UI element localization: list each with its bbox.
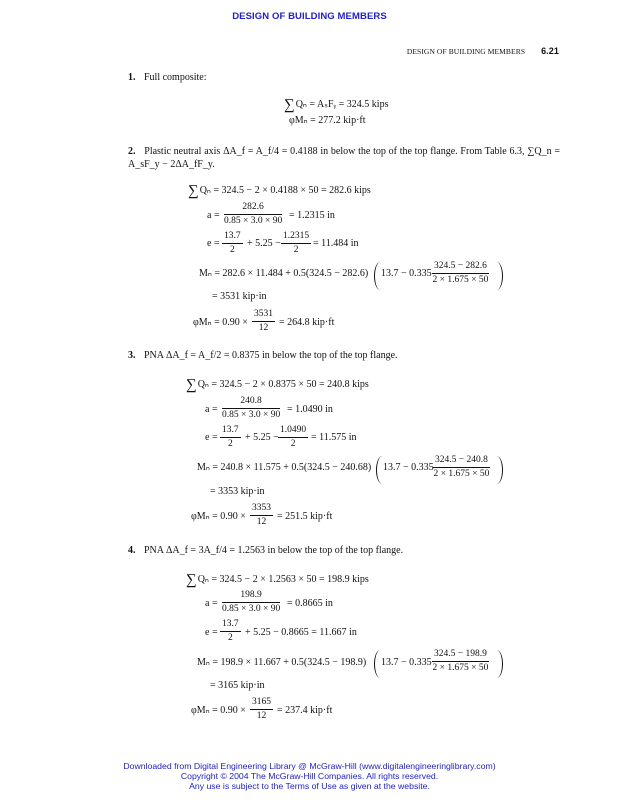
numerator: 13.7: [220, 619, 241, 632]
eq-sum-qn: [186, 377, 369, 391]
numerator: 1.0490: [278, 425, 308, 438]
eq-mn-lhs: Mₙ = 198.9 × 11.667 + 0.5(324.5 − 198.9): [197, 657, 367, 668]
footer-download-link[interactable]: Downloaded from Digital Engineering Library @ McGraw-Hill (www.digitalengineeringlibrary.com): [123, 761, 496, 771]
fraction-phi: [252, 309, 275, 334]
denominator: 2 × 1.675 × 50: [433, 469, 490, 479]
eq-sum-qn: [284, 97, 388, 111]
step-4: [128, 545, 403, 556]
denominator: 12: [258, 323, 269, 333]
eq-sum-qn: [186, 572, 369, 586]
eq-phi-lhs: φMₙ = 0.90 ×: [191, 511, 246, 522]
step-text: PNA ΔA_f = 3A_f/4 = 1.2563 in below the top of the top flange.: [144, 545, 404, 556]
eq-phi-lhs: φMₙ = 0.90 ×: [191, 705, 246, 716]
footer-terms: Any use is subject to the Terms of Use as given at the website.: [189, 781, 430, 791]
numerator: 13.7: [220, 425, 241, 438]
numerator: 3531: [252, 309, 275, 322]
denominator: 0.85 × 3.0 × 90: [222, 604, 281, 614]
step-3: [128, 350, 398, 361]
numerator: 324.5 − 240.8: [433, 455, 490, 468]
sum-symbol: ∑: [188, 183, 199, 199]
sum-symbol: ∑: [284, 97, 295, 113]
step-text: PNA ΔA_f = A_f/2 = 0.8375 in below the top of the top flange.: [144, 350, 398, 361]
fraction-phi: [250, 697, 273, 722]
eq-a-result: = 1.2315 in: [289, 210, 335, 221]
fraction-a: [222, 396, 280, 421]
eq-mn-inner: 13.7 − 0.335: [381, 657, 432, 668]
denominator: 12: [256, 517, 267, 527]
running-head: [407, 46, 559, 56]
step-number: 1.: [128, 72, 136, 83]
eq-e-lhs: e =: [205, 627, 218, 638]
sum-symbol: ∑: [186, 377, 197, 393]
denominator: 2: [227, 439, 233, 449]
step-number: 2.: [128, 146, 136, 157]
step-text: Plastic neutral axis ΔA_f = A_f/4 = 0.4188 in below the top of the top flange. From Table 6.3, ∑Q_n = A_sF_y − 2ΔA_fF_y.: [128, 146, 560, 170]
numerator: 13.7: [222, 231, 243, 244]
eq-phi-lhs: φMₙ = 0.90 ×: [193, 317, 248, 328]
step-2: [128, 145, 560, 171]
fraction-e1: [220, 425, 241, 450]
eq-mn-lhs: Mₙ = 282.6 × 11.484 + 0.5(324.5 − 282.6): [199, 268, 369, 279]
numerator: 198.9: [222, 590, 280, 603]
eq-phi-result: = 251.5 kip·ft: [277, 511, 333, 522]
eq-e-result: + 5.25 − 0.8665 = 11.667 in: [245, 627, 357, 638]
eq-a-result: = 1.0490 in: [287, 404, 333, 415]
fraction-e2: [278, 425, 308, 450]
denominator: 2 × 1.675 × 50: [432, 275, 489, 285]
eq-sum-qn: [188, 183, 371, 197]
numerator: 282.6: [224, 202, 282, 215]
denominator: 2: [290, 439, 296, 449]
fraction-mn: [432, 649, 489, 674]
eq-a-result: = 0.8665 in: [287, 598, 333, 609]
eq-a-lhs: a =: [205, 598, 218, 609]
eq-e-mid: + 5.25 −: [247, 238, 281, 249]
numerator: 324.5 − 198.9: [432, 649, 489, 662]
step-heading: Full composite:: [144, 72, 207, 83]
numerator: 1.2315: [281, 231, 311, 244]
eq-e-result: = 11.484 in: [313, 238, 359, 249]
fraction-a: [222, 590, 280, 615]
denominator: 0.85 × 3.0 × 90: [222, 410, 281, 420]
eq-e-lhs: e =: [207, 238, 220, 249]
step-number: 4.: [128, 545, 136, 556]
fraction-mn: [432, 261, 489, 286]
eq-mn-result: = 3353 kip·in: [210, 486, 265, 497]
download-footer: [0, 761, 619, 791]
step-number: 3.: [128, 350, 136, 361]
step-1: [128, 72, 207, 83]
denominator: 0.85 × 3.0 × 90: [224, 216, 283, 226]
fraction-e1: [222, 231, 243, 256]
eq-text: Qₙ = 324.5 − 2 × 0.8375 × 50 = 240.8 kips: [197, 379, 369, 390]
eq-text: Qₙ = 324.5 − 2 × 0.4188 × 50 = 282.6 kips: [199, 185, 371, 196]
eq-mn-result: = 3531 kip·in: [212, 291, 267, 302]
denominator: 2 × 1.675 × 50: [432, 663, 489, 673]
fraction-e1: [220, 619, 241, 644]
eq-phi-result: = 237.4 kip·ft: [277, 705, 333, 716]
denominator: 2: [229, 245, 235, 255]
eq-mn-inner: 13.7 − 0.335: [383, 462, 434, 473]
fraction-a: [224, 202, 282, 227]
denominator: 2: [227, 633, 233, 643]
eq-a-lhs: a =: [207, 210, 220, 221]
eq-mn-lhs: Mₙ = 240.8 × 11.575 + 0.5(324.5 − 240.68): [197, 462, 372, 473]
numerator: 240.8: [222, 396, 280, 409]
fraction-mn: [433, 455, 490, 480]
numerator: 3353: [250, 503, 273, 516]
eq-mn-inner: 13.7 − 0.335: [381, 268, 432, 279]
footer-copyright: Copyright © 2004 The McGraw-Hill Companies. All rights reserved.: [180, 771, 439, 781]
page-number: 6.21: [541, 46, 559, 56]
eq-e-mid: + 5.25 −: [245, 432, 279, 443]
eq-phi-mn: φMₙ = 277.2 kip·ft: [289, 115, 366, 126]
eq-mn-result: = 3165 kip·in: [210, 680, 265, 691]
running-head-title: DESIGN OF BUILDING MEMBERS: [406, 47, 526, 56]
eq-e-lhs: e =: [205, 432, 218, 443]
eq-text: Qₙ = 324.5 − 2 × 1.2563 × 50 = 198.9 kips: [197, 574, 369, 585]
fraction-phi: [250, 503, 273, 528]
eq-text: Qₙ = AₛFᵧ = 324.5 kips: [295, 99, 389, 110]
denominator: 2: [293, 245, 299, 255]
document-banner: DESIGN OF BUILDING MEMBERS: [232, 11, 387, 22]
fraction-e2: [281, 231, 311, 256]
eq-a-lhs: a =: [205, 404, 218, 415]
eq-phi-result: = 264.8 kip·ft: [279, 317, 335, 328]
numerator: 3165: [250, 697, 273, 710]
denominator: 12: [256, 711, 267, 721]
eq-e-result: = 11.575 in: [311, 432, 357, 443]
numerator: 324.5 − 282.6: [432, 261, 489, 274]
sum-symbol: ∑: [186, 572, 197, 588]
